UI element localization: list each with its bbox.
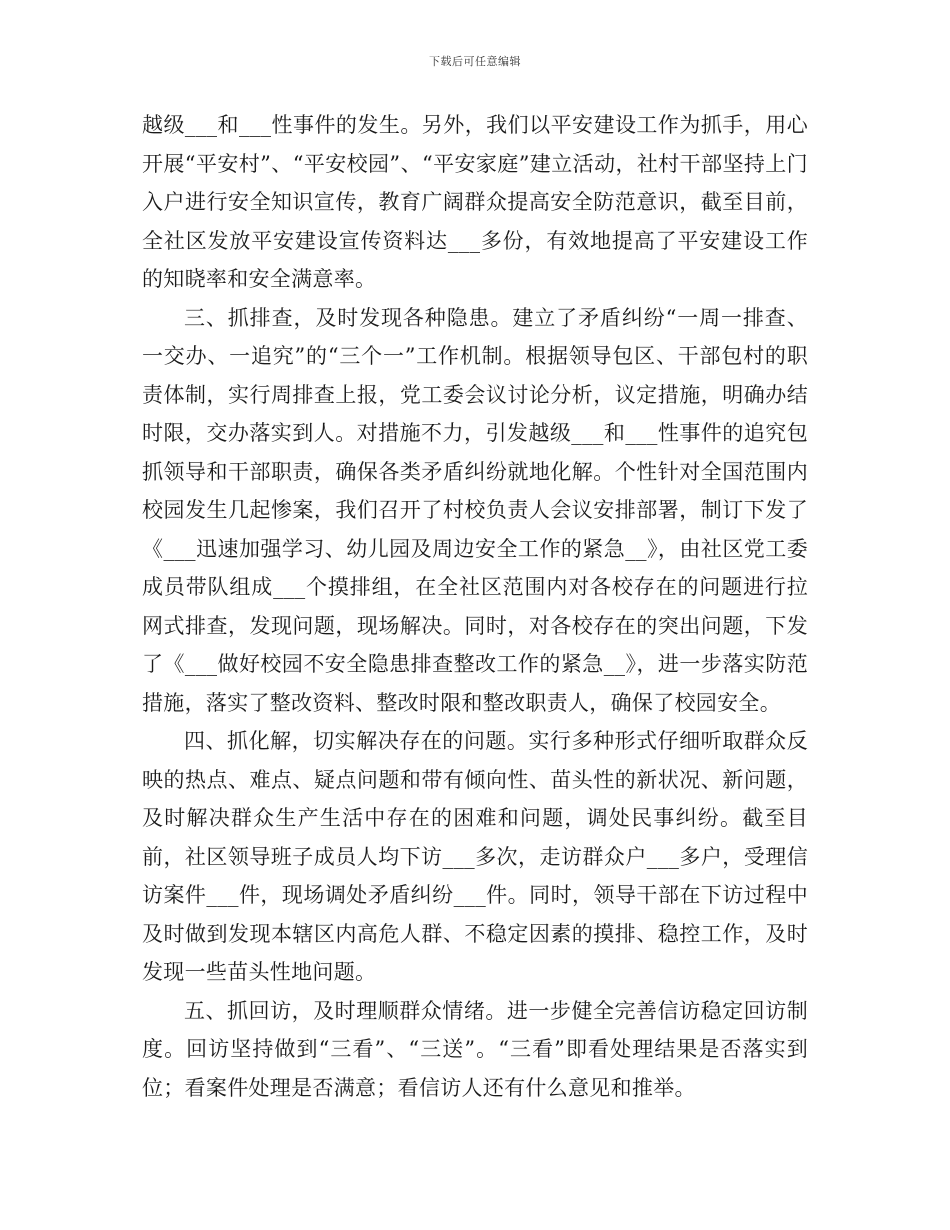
- paragraph-section-three: 三、抓排查，及时发现各种隐患。建立了矛盾纠纷“一周一排查、一交办、一追究”的“三个一”工作机制。根据领导包区、干部包村的职责体制，实行周排查上报，党工委会议讨论分析，议定措施，明确办结时限，交办落实到人。对措施不力，引发越级___和___性事件的追究包抓领导和干部职责，确保各类矛盾纠纷就地化解。个性针对全国范围内校园发生几起惨案，我们召开了村校负责人会议安排部署，制订下发了《___迅速加强学习、幼儿园及周边安全工作的紧急__》，由社区党工委成员带队组成___个摸排组，在全社区范围内对各校存在的问题进行拉网式排查，发现问题，现场解决。同时，对各校存在的突出问题，下发了《___做好校园不安全隐患排查整改工作的紧急__》，进一步落实防范措施，落实了整改资料、整改时限和整改职责人，确保了校园安全。: [142, 305, 808, 715]
- paragraph-section-four: 四、抓化解，切实解决存在的问题。实行多种形式仔细听取群众反映的热点、难点、疑点问题和带有倾向性、苗头性的新状况、新问题，及时解决群众生产生活中存在的困难和问题，调处民事纠纷。截至目前，社区领导班子成员人均下访___多次，走访群众户___多户，受理信访案件___件，现场调处矛盾纠纷___件。同时，领导干部在下访过程中及时做到发现本辖区内高危人群、不稳定因素的摸排、稳控工作，及时发现一些苗头性地问题。: [142, 729, 808, 984]
- page-header-note: 下载后可任意编辑: [429, 55, 521, 68]
- paragraph-continuation: 越级___和___性事件的发生。另外，我们以平安建设工作为抓手，用心开展“平安村”、“平安校园”、“平安家庭”建立活动，社村干部坚持上门入户进行安全知识宣传，教育广阔群众提高安全防范意识，截至目前，全社区发放平安建设宣传资料达___多份，有效地提高了平安建设工作的知晓率和安全满意率。: [142, 113, 808, 291]
- paragraph-section-five: 五、抓回访，及时理顺群众情绪。进一步健全完善信访稳定回访制度。回访坚持做到“三看”、“三送”。“三看”即看处理结果是否落实到位；看案件处理是否满意；看信访人还有什么意见和推举。: [142, 998, 808, 1100]
- document-body: [142, 106, 808, 1107]
